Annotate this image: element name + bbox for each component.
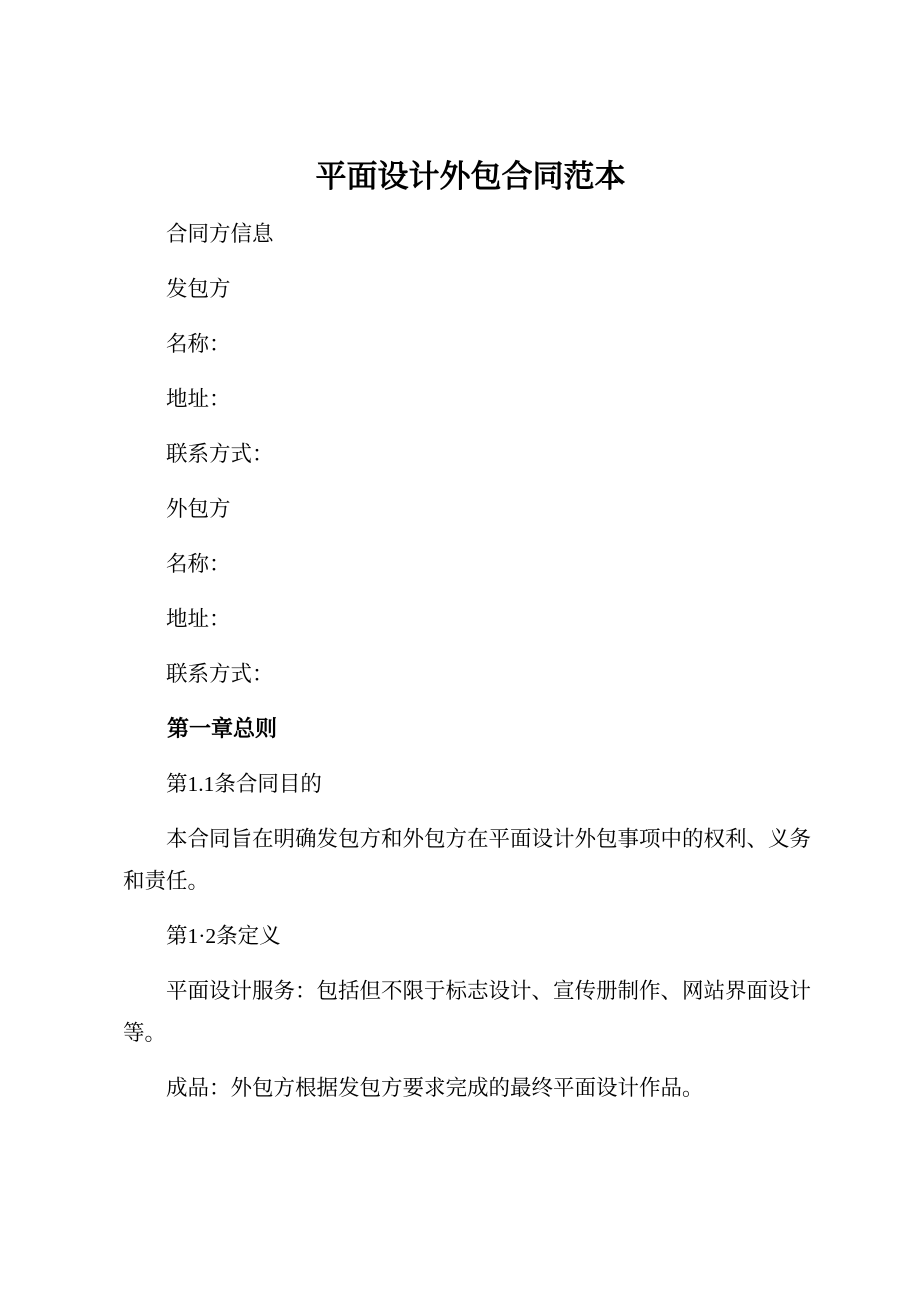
employer-address-label: 地址： (166, 387, 231, 411)
employer-role-label: 发包方 (166, 277, 231, 301)
article-1-2-definition-deliverable: 成品：外包方根据发包方要求完成的最终平面设计作品。 (166, 1076, 704, 1100)
contract-title: 平面设计外包合同范本 (315, 159, 626, 194)
section-party-info: 合同方信息 (166, 222, 274, 246)
article-1-2-definition-services: 平面设计服务：包括但不限于标志设计、宣传册制作、网站界面设计等。 (123, 979, 812, 1045)
contractor-role-label: 外包方 (166, 497, 231, 521)
article-1-1-purpose-paragraph: 本合同旨在明确发包方和外包方在平面设计外包事项中的权利、义务和责任。 (123, 827, 812, 893)
article-1-1-heading: 第1.1条合同目的 (166, 772, 322, 796)
article-1-2-heading: 第1·2条定义 (166, 924, 281, 948)
contractor-name-label: 名称： (166, 552, 231, 576)
contractor-address-label: 地址： (166, 607, 231, 631)
chapter-1-heading: 第一章总则 (167, 716, 278, 741)
contractor-contact-label: 联系方式： (166, 662, 274, 686)
employer-contact-label: 联系方式： (166, 442, 274, 466)
employer-name-label: 名称： (166, 332, 231, 356)
